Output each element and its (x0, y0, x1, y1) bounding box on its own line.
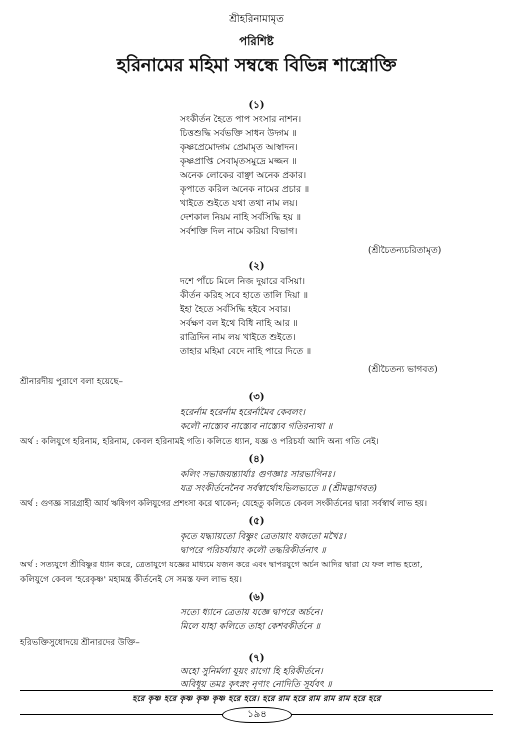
verse-line: কলিং সভাজয়ন্ত্যার্যাঃ গুণজ্ঞাঃ সারভাগিনঃ। (180, 470, 335, 480)
verse-line: অহো সুনির্মলা যূয়ং রাগো হি হরিকীর্তনে। (180, 667, 323, 677)
verse-line: যত্র সংকীর্তনেনৈব সর্বস্বার্থোঽভিলভ্যতে ॥ (শ্রীমদ্ভাগবত) (180, 484, 377, 494)
page-number: ১৯৪ (222, 707, 292, 723)
meaning-text: কলিযুগে কেবল 'হরেকৃষ্ণ' মহামন্ত্র কীর্তনেই সে সমস্ত ফল লাভ হয়। (20, 575, 242, 585)
verse-line: হরের্নাম হরের্নাম হরের্নামৈব কেবলং। (180, 408, 305, 418)
verse-line: সংকীর্তন হৈতে পাপ সংসার নাশন। (180, 115, 302, 125)
footer-rule-top (20, 690, 493, 691)
meaning-text: অর্থ : কলিযুগে হরিনাম, হরিনাম, কেবল হরিনামই গতি। কলিতে ধ্যান, যজ্ঞ ও পরিচর্যা আদি অন্য গতি নেই। (20, 437, 379, 447)
intro-text: শ্রীনারদীয় পুরাণে বলা হয়েছে– (20, 377, 123, 387)
verse-line: মিলে যাহা কলিতে তাহা কেশবকীর্তনে ॥ (180, 622, 320, 632)
verse-line: অবিধূয় তমঃ কৃৎস্নং নৃণাং নোদিতি সূর্যবৎ ॥ (180, 680, 332, 690)
section-heading: পরিশিষ্ট (239, 34, 274, 48)
verse-number: (৩) (248, 392, 265, 403)
verse-line: কীর্তন করিহ সবে হাতে তালি দিয়া ॥ (180, 291, 308, 301)
verse-line: সত্যে ধ্যানে ত্রেতায় যজ্ঞে দ্বাপরে অর্চনে। (180, 608, 323, 618)
verse-line: অনেক লোকের বাঞ্ছা অনেক প্রকার। (180, 171, 307, 181)
running-head: শ্রীহরিনামামৃত (229, 14, 284, 25)
verse-line: খাইতে শুইতে যথা তথা নাম লয়। (180, 199, 298, 209)
verse-line: চিত্তশুদ্ধি সর্বভক্তি সাধন উদ্গম ॥ (180, 129, 297, 139)
verse-line: সর্বশক্তি দিল নামে করিয়া বিভাগ। (180, 227, 298, 237)
verse-line: কৃপাতে করিল অনেক নামের প্রচার ॥ (180, 185, 310, 195)
verse-line: কৃতে যদ্ধ্যায়তো বিষ্ণুং ত্রেতায়াং যজতো মখৈঃ। (180, 532, 346, 542)
verse-number: (৭) (248, 653, 265, 664)
verse-line: কৃষ্ণপ্রেমোদ্গম প্রেমামৃত আস্বাদন। (180, 143, 298, 153)
meaning-text: অর্থ : গুণজ্ঞ সারগ্রাহী আর্য ঋষিগণ কলিযুগের প্রশংসা করে থাকেন; যেহেতু কলিতে কেবল সংকীর্তনের দ্বারা সর্বস্বার্থ লাভ হয়। (20, 498, 427, 508)
source-citation: (শ্রীচৈতন্যচরিতামৃত) (368, 246, 442, 256)
verse-line: সর্বক্ষণ বল ইথে বিধি নাহি আর ॥ (180, 319, 298, 329)
verse-line: তাহার মহিমা বেদে নাহি পারে দিতে ॥ (180, 347, 312, 357)
verse-number: (৬) (248, 592, 265, 603)
verse-line: ইহা হৈতে সর্বসিদ্ধি হইবে সবার। (180, 305, 291, 315)
footer-mantra: হরে কৃষ্ণ হরে কৃষ্ণ কৃষ্ণ কৃষ্ণ হরে হরে। হরে রাম হরে রাম রাম রাম হরে হরে (132, 693, 381, 703)
verse-number: (২) (248, 261, 265, 272)
intro-text: হরিভক্তিসুধোদয়ে শ্রীনারদের উক্তি– (20, 638, 140, 648)
meaning-text: অর্থ : সত্যযুগে শ্রীবিষ্ণুর ধ্যান করে, ত্রেতাযুগে যজ্ঞের মাধ্যমে যজন করে এবং দ্বাপরযুগে অর্চন আদির দ্বারা যে ফল লাভ হতো, (20, 559, 423, 569)
verse-line: কৃষ্ণপ্রাপ্তি সেবামৃতসমুদ্রে মজ্জন ॥ (180, 157, 297, 167)
verse-line: দ্বাপরে পরিচর্যায়াং কলৌ তদ্ধরিকীর্তনাৎ ॥ (180, 546, 326, 556)
verse-line: দশে পাঁচে মিলে নিজ দুয়ারে বসিয়া। (180, 277, 305, 287)
page-title: হরিনামের মহিমা সম্বন্ধে বিভিন্ন শাস্ত্রোক্তি (116, 55, 397, 76)
verse-number: (৫) (248, 516, 265, 527)
verse-line: দেশকাল নিয়ম নাহি সর্বসিদ্ধি হয় ॥ (180, 213, 301, 223)
source-citation: (শ্রীচৈতন্য ভাগবত) (368, 365, 438, 375)
verse-number: (৪) (248, 454, 265, 465)
verse-line: রাত্রিদিন নাম লয় খাইতে শুইতে। (180, 333, 296, 343)
verse-number: (১) (248, 100, 265, 111)
verse-line: কলৌ নাস্ত্যেব নাস্ত্যেব নাস্ত্যেব গতিরন্যথা ॥ (180, 422, 333, 432)
